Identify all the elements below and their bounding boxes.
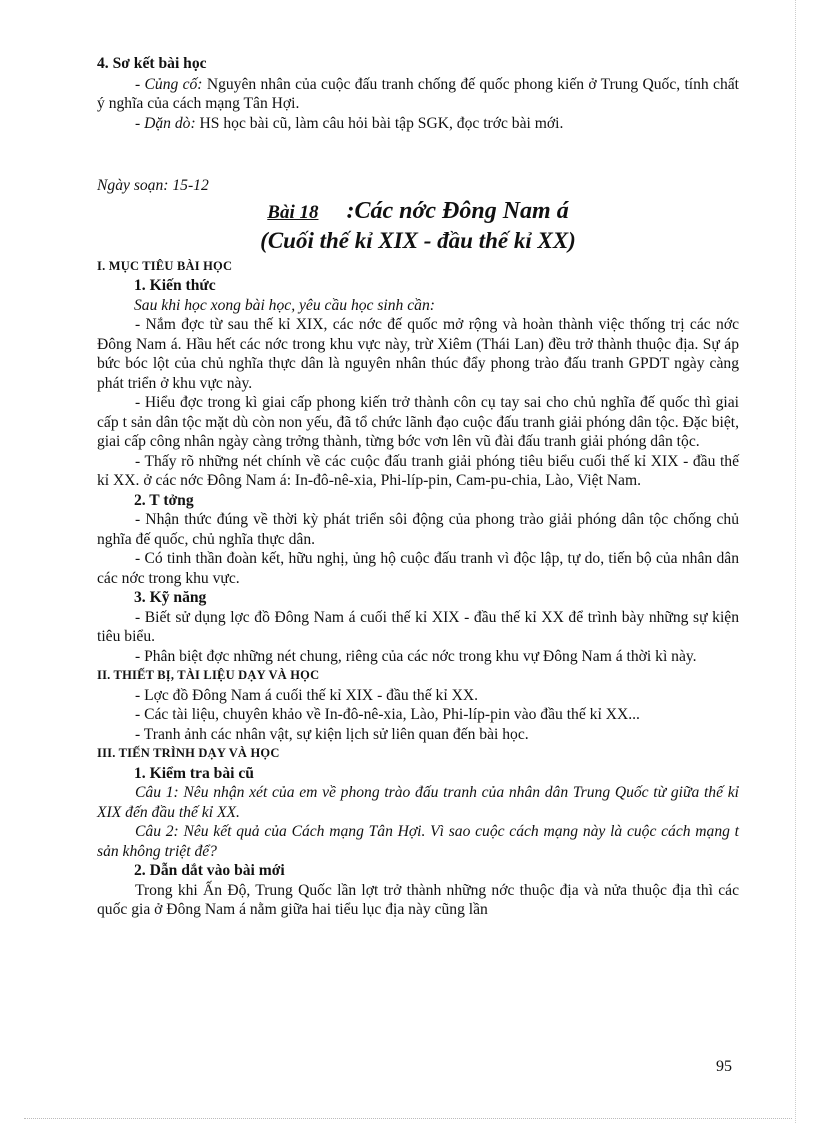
review-heading: 1. Kiểm tra bài cũ: [134, 764, 254, 782]
knowledge-point-2: - Hiểu đợc trong kì giai cấp phong kiến trở thành côn cụ tay sai cho chủ nghĩa đế quốc thì giai cấp t sản dân tộc mặt dù còn non yếu, đã tổ chức lãnh đạo cuộc đấu tranh giải phóng dân tộc. Đặc biệt, giai cấp công nhân ngày càng trởng thành, từng bớc vơn lên vũ đài đấu tranh giải phóng dân tộc.: [97, 394, 739, 450]
lesson-title: [97, 197, 739, 227]
review-question-2: Câu 2: Nêu kết quả của Cách mạng Tân Hợi. Vì sao cuộc cách mạng này là cuộc cách mạng t sản không triệt để?: [97, 823, 739, 860]
knowledge-heading: 1. Kiến thức: [134, 277, 216, 294]
lesson-period: (Cuối thế kỉ XIX - đầu thế kỉ XX): [260, 227, 576, 253]
recap-heading: 4. Sơ kết bài học: [97, 55, 207, 72]
consolidation-text: Nguyên nhân của cuộc đấu tranh chống đế quốc phong kiến ở Trung Quốc, tính chất ý nghĩa của cách mạng Tân Hợi.: [97, 75, 739, 112]
lesson-number: Bài 18: [267, 201, 319, 223]
homework-text: HS học bài cũ, làm câu hỏi bài tập SGK, đọc trớc bài mới.: [199, 114, 564, 132]
skill-point-2: - Phân biệt đợc những nét chung, riêng của các nớc trong khu vự Đông Nam á thời kì này.: [135, 647, 697, 665]
equipment-item-3: - Tranh ảnh các nhân vật, sự kiện lịch sử liên quan đến bài học.: [135, 725, 529, 743]
thought-point-2: - Có tinh thần đoàn kết, hữu nghị, ủng hộ cuộc đấu tranh vì độc lập, tự do, tiến bộ của nhân dân các nớc trong khu vực.: [97, 550, 739, 587]
review-question-1: Câu 1: Nêu nhận xét của em về phong trào đấu tranh của nhân dân Trung Quốc từ giữa thế kỉ XIX đến đầu thế kỉ XX.: [97, 784, 739, 821]
knowledge-point-1: - Nắm đợc từ sau thế kỉ XIX, các nớc đế quốc mở rộng và hoàn thành việc thống trị các nớc Đông Nam á. Hầu hết các nớc trong khu vực này, trừ Xiêm (Thái Lan) đều trở thành thuộc địa. Sự áp bức bóc lột của chủ nghĩa thực dân là nguyên nhân thúc đẩy phong trào đấu tranh GPDT ngày càng phát triển ở khu vực này.: [97, 316, 739, 392]
skill-heading: 3. Kỹ năng: [134, 589, 207, 606]
recap-consolidation: [97, 75, 739, 114]
equipment-item-2: - Các tài liệu, chuyên khảo về In-đô-nê-xia, Lào, Phi-líp-pin vào đầu thế kỉ XX...: [135, 706, 640, 723]
intro-heading: 2. Dẫn dắt vào bài mới: [134, 862, 285, 879]
thought-heading: 2. T tởng: [134, 491, 194, 509]
page-bottom-rule: [24, 1118, 792, 1119]
homework-label: - Dặn dò:: [135, 114, 196, 132]
section-equipment-heading: II. THIẾT BỊ, TÀI LIỆU DẠY VÀ HỌC: [97, 668, 320, 682]
recap-homework: [97, 114, 739, 134]
page-number: 95: [716, 1058, 732, 1075]
knowledge-intro: Sau khi học xong bài học, yêu cầu học sinh cần:: [134, 296, 435, 314]
document-page: [97, 54, 739, 920]
lesson-name: :Các nớc Đông Nam á: [346, 197, 569, 224]
prep-date: Ngày soạn: 15-12: [97, 177, 209, 194]
consolidation-label: - Củng cố:: [135, 75, 203, 93]
intro-text: Trong khi Ấn Độ, Trung Quốc lần lợt trở thành những nớc thuộc địa và nửa thuộc địa thì các quốc gia ở Đông Nam á nằm giữa hai tiểu lục địa này cũng lần: [97, 881, 739, 918]
section-objectives-heading: I. MỤC TIÊU BÀI HỌC: [97, 258, 233, 273]
thought-point-1: - Nhận thức đúng về thời kỳ phát triển sôi động của phong trào giải phóng dân tộc chống chủ nghĩa đế quốc, chủ nghĩa thực dân.: [97, 511, 739, 548]
page-edge-line: [795, 0, 796, 1123]
section-procedure-heading: III. TIẾN TRÌNH DẠY VÀ HỌC: [97, 746, 280, 760]
knowledge-point-3: - Thấy rõ những nét chính về các cuộc đấu tranh giải phóng tiêu biểu cuối thế kỉ XIX - đầu thế kỉ XX. ở các nớc Đông Nam á: In-đô-nê-xia, Phi-líp-pin, Cam-pu-chia, Lào, Việt Nam.: [97, 452, 739, 489]
equipment-item-1: - Lợc đồ Đông Nam á cuối thế kỉ XIX - đầu thế kỉ XX.: [135, 686, 478, 704]
skill-point-1: - Biết sử dụng lợc đồ Đông Nam á cuối thế kỉ XIX - đầu thế kỉ XX để trình bày những sự kiện tiêu biểu.: [97, 608, 739, 645]
